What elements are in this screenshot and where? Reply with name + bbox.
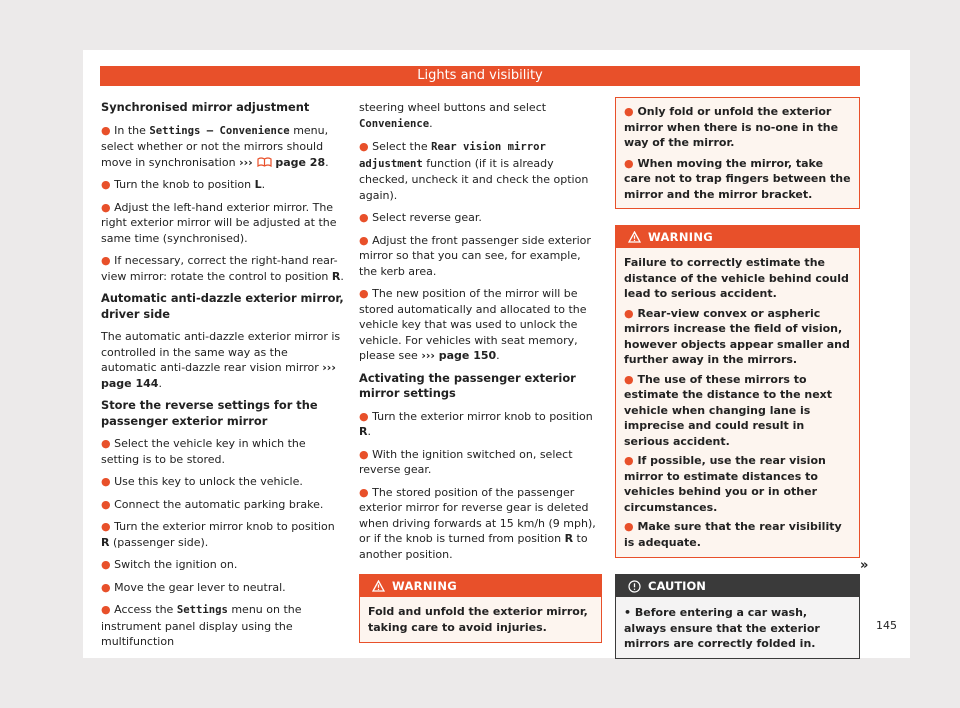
list-item: ● Adjust the front passenger side exterior mirror so that you can see, for example, the kerb area. (359, 233, 591, 278)
bullet-icon: ● (101, 580, 111, 594)
list-item: ● If possible, use the rear vision mirror to estimate distances to vehicles behind you or in other circumstances. (624, 454, 826, 514)
bullet-icon: ● (101, 603, 111, 616)
bullet-icon: ● (624, 105, 634, 118)
bullet-icon: ● (101, 497, 111, 511)
bullet-icon: ● (101, 475, 111, 488)
list-item: ● Turn the exterior mirror knob to position R. (359, 409, 593, 438)
bullet-icon: ● (101, 178, 111, 191)
list-item: ● Select the Rear vision mirror adjustment function (if it is already checked, uncheck it and check the option again). (359, 140, 589, 202)
list-item: ● Turn the knob to position L. (101, 178, 266, 191)
bullet-icon: ● (359, 211, 369, 224)
bullet-icon: ● (624, 372, 634, 386)
bullet-icon: ● (624, 454, 634, 467)
column-right (615, 97, 860, 659)
bullet-icon: ● (359, 287, 369, 300)
list-item: ● Only fold or unfold the exterior mirror when there is no-one in the way of the mirror. (624, 105, 839, 149)
list-item: ● If necessary, correct the right-hand rear-view mirror: rotate the control to position R. (101, 254, 344, 283)
bullet-icon: ● (359, 447, 369, 461)
warning-box (615, 225, 860, 558)
bullet-icon: ● (101, 558, 111, 571)
list-item: ● When moving the mirror, take care not to trap fingers between the mirror and the mirror bracket. (624, 156, 851, 201)
bullet-icon: ● (359, 140, 369, 153)
heading-activating-settings: Activating the passenger exterior mirror settings (359, 370, 576, 400)
bullet-icon: • (624, 606, 632, 619)
warning-text: Failure to correctly estimate the distance of the vehicle behind could lead to serious accident. ● Rear-view convex or aspheric mirrors increase the field of vision, however objects appear smaller and further away in the mirrors. ● The use of these mirrors to estimate the distance to the next vehicle when changing lane is imprecise and could result in serious accident. ● If possible, use the rear vision mirror to estimate distances to vehicles behind you or in other circumstances. ● Make sure that the rear visibility is adequate. (624, 256, 850, 549)
caution-text: • Before entering a car wash, always ensure that the exterior mirrors are correctly folded in. (624, 606, 820, 650)
continue-mark: » (860, 558, 869, 573)
page-reference-link[interactable]: ››› page 150 (421, 349, 497, 362)
paragraph: steering wheel buttons and select Convenience. (359, 101, 547, 130)
warning-header: WARNING (360, 575, 601, 597)
page-reference-link[interactable]: ››› page 144 (101, 361, 336, 390)
list-item: ● The new position of the mirror will be stored automatically and allocated to the vehicle key that was used to unlock the vehicle. For vehicles with seat memory, please see ››› page 150. (359, 287, 587, 362)
list-item: ● Adjust the left-hand exterior mirror. The right exterior mirror will be adjusted at the same time (synchronised). (101, 200, 337, 245)
warning-triangle-icon (628, 231, 641, 243)
warning-triangle-icon (372, 580, 385, 592)
column-left (101, 100, 344, 657)
list-item: ● The use of these mirrors to estimate the distance to the next vehicle when changing lane is imprecise and could result in serious accident. (624, 372, 833, 448)
caution-circle-icon (628, 580, 641, 593)
list-item: ● Select reverse gear. (359, 211, 482, 224)
list-item: ● Make sure that the rear visibility is adequate. (624, 520, 842, 549)
bullet-icon: ● (624, 156, 634, 170)
list-item: ● Rear-view convex or aspheric mirrors increase the field of vision, however objects appear smaller and further away in the mirrors. (624, 306, 850, 366)
list-item: ● With the ignition switched on, select reverse gear. (359, 447, 573, 476)
book-icon (257, 157, 272, 167)
bullet-icon: ● (624, 520, 634, 533)
bullet-icon: ● (359, 409, 369, 423)
list-item: ● Switch the ignition on. (101, 558, 238, 571)
paragraph: The automatic anti-dazzle exterior mirror is controlled in the same way as the automatic anti-dazzle rear vision mirror ››› page 144. (101, 330, 341, 390)
bullet-icon: ● (359, 233, 369, 247)
warning-text: Fold and unfold the exterior mirror, taking care to avoid injuries. (368, 605, 588, 634)
bullet-icon: ● (624, 306, 634, 320)
bullet-icon: ● (359, 485, 369, 499)
list-item: ● Move the gear lever to neutral. (101, 580, 286, 594)
page-reference-link[interactable]: ››› page 28 (239, 155, 326, 169)
list-item: ● Connect the automatic parking brake. (101, 497, 324, 511)
note-box (615, 97, 860, 209)
warning-box (359, 574, 602, 643)
warning-header: WARNING (616, 226, 859, 248)
column-middle (359, 100, 602, 643)
list-item: ● Turn the exterior mirror knob to position R (passenger side). (101, 520, 335, 549)
bullet-icon: ● (101, 437, 111, 450)
list-item: ● The stored position of the passenger exterior mirror for reverse gear is deleted when driving forwards at 15 km/h (9 mph), or if the knob is turned from position R to another position. (359, 485, 596, 561)
list-item: ● Select the vehicle key in which the setting is to be stored. (101, 437, 306, 466)
heading-store-reverse: Store the reverse settings for the passenger exterior mirror (101, 398, 318, 428)
list-item: ● Use this key to unlock the vehicle. (101, 475, 303, 488)
heading-anti-dazzle: Automatic anti-dazzle exterior mirror, driver side (101, 291, 344, 321)
bullet-icon: ● (101, 200, 111, 214)
bullet-icon: ● (101, 254, 111, 267)
list-item: ● Access the Settings menu on the instrument panel display using the multifunction (101, 603, 302, 648)
caution-header: CAUTION (616, 575, 859, 597)
bullet-icon: ● (101, 520, 111, 533)
list-item: ● In the Settings – Convenience menu, select whether or not the mirrors should move in synchronisation ››› page 28. (101, 123, 329, 169)
heading-synchronised-mirror: Synchronised mirror adjustment (101, 100, 310, 114)
page-number: 145 (876, 619, 897, 632)
caution-box (615, 574, 860, 659)
bullet-icon: ● (101, 123, 111, 137)
section-header: Lights and visibility (100, 66, 860, 86)
